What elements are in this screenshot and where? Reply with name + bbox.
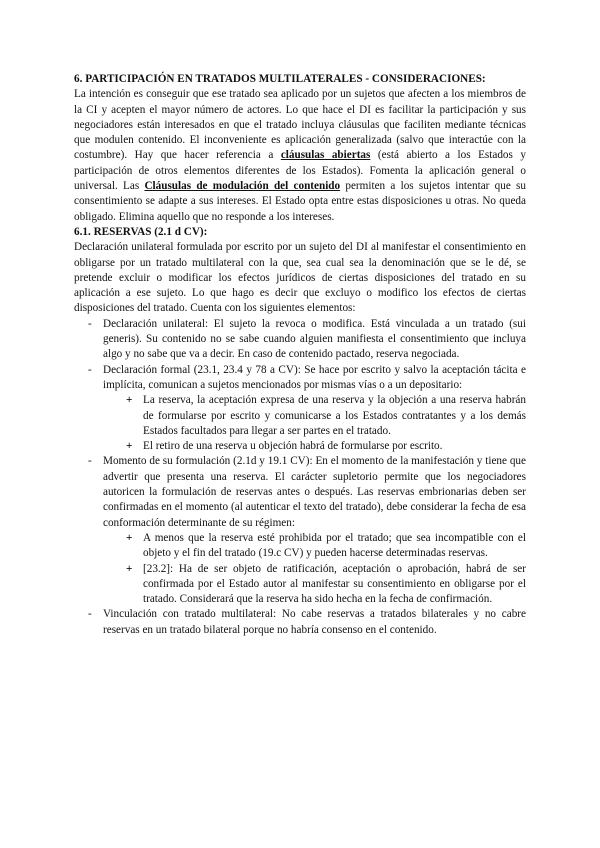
- section-6-heading: 6. PARTICIPACIÓN EN TRATADOS MULTILATERALES - CONSIDERACIONES:: [74, 73, 486, 85]
- dash-bullet: -: [88, 608, 92, 621]
- sub-list-item: [74, 393, 526, 439]
- dash-bullet: -: [88, 455, 92, 468]
- dash-bullet: -: [88, 363, 92, 376]
- plus-bullet: +: [126, 394, 133, 407]
- section-6-1-heading: 6.1. RESERVAS (2.1 d CV):: [74, 225, 208, 238]
- sub-list-item-text: La reserva, la aceptación expresa de una reserva y la objeción a una reserva habrán de formularse por escrito y comunicarse a los Estados contratantes y a los demás Estados facultados para llegar a ser partes en el tratado.: [143, 394, 526, 437]
- list-item-text: Declaración unilateral: El sujeto la revoca o modifica. Está vinculada a un tratado (sui generis). Su contenido no se sabe cuando alguien manifiesta el consentimiento que incluya algo y no sabe que va a decir. En caso de contenido pactado, reserva negociada.: [103, 317, 526, 361]
- sub-list-item: [74, 439, 526, 454]
- plus-bullet: +: [126, 531, 133, 544]
- dash-bullet: -: [88, 317, 92, 330]
- sub-list-item-text: [23.2]: Ha de ser objeto de ratificación, aceptación o aprobación, habrá de ser confirmada por el Estado autor al manifestar su consentimiento en obligarse por el tratado. Considerará que la reserva ha sido hecha en la fecha de confirmación.: [143, 562, 526, 606]
- p1-text-e: permiten a los sujetos intentar que su consentimiento se adapte a sus intereses. El Estado opta entre estas disposiciones u otras. No queda obligado. Elimina aquello que no responde a los intereses.: [74, 180, 526, 223]
- plus-bullet: +: [126, 562, 133, 575]
- list-item: [74, 363, 526, 394]
- section-6-paragraph: [74, 87, 526, 225]
- sub-list-item-text: A menos que la reserva esté prohibida por el tratado; que sea incompatible con el objeto y el fin del tratado (19.c CV) y pueden hacerse determinadas reservas.: [143, 531, 526, 560]
- plus-bullet: +: [126, 440, 133, 453]
- term-clausulas-abiertas: cláusulas abiertas: [280, 149, 371, 162]
- list-item: [74, 607, 526, 638]
- list-item: [74, 317, 526, 363]
- list-item: [74, 454, 526, 530]
- sub-list-item-text: El retiro de una reserva u objeción habrá de formularse por escrito.: [143, 440, 443, 453]
- p1-text-a: La intención es conseguir que ese tratado sea aplicado por un sujetos que afecten a los miembros de la CI y acepten el mayor número de actores. Lo que hace el DI es facilitar la participación y sus negociadores están interesados en que el tratado incluya cláusulas que faciliten mediante técnicas que modulen contenido. El inconveniente es aplicación generalizada (salvo que interactúe con la costumbre). Hay que hacer referencia a: [74, 88, 526, 162]
- sub-list-item: [74, 562, 526, 608]
- term-clausulas-modulacion: Cláusulas de modulación del contenido: [144, 180, 341, 193]
- p1-text-c: (está abierto a los Estados y participación de otros elementos diferentes de los Estados). Fomenta la aplicación general o universal. Las: [74, 149, 526, 193]
- document-page: [74, 72, 526, 638]
- list-item-text: Momento de su formulación (2.1d y 19.1 CV): En el momento de la manifestación y tiene que advertir que presenta una reserva. El carácter supletorio permite que los negociadores autoricen la formulación de reservas antes o después. Las reservas embrionarias deben ser confirmadas en el momento (al autenticar el texto del tratado), debe considerar la fecha de esa conformación determinante de su régimen:: [103, 455, 526, 529]
- sub-list-item: [74, 531, 526, 562]
- reservas-intro: Declaración unilateral formulada por escrito por un sujeto del DI al manifestar el consentimiento en obligarse por un tratado multilateral con la que, sea cual sea la denominación que se le dé, se pretende excluir o modificar los efectos jurídicos de ciertas disposiciones del tratado en su aplicación a ese sujeto. Lo que hago es decir que excluyo o modifico los efectos de ciertas disposiciones del tratado. Cuenta con los siguientes elementos:: [74, 241, 526, 315]
- list-item-text: Declaración formal (23.1, 23.4 y 78 a CV): Se hace por escrito y salvo la aceptación tácita e implícita, comunican a sujetos mencionados por mismas vías o a un depositario:: [103, 363, 526, 391]
- list-item-text: Vinculación con tratado multilateral: No cabe reservas a tratados bilaterales y no cabre reservas en un tratado bilateral porque no habría consenso en el contenido.: [103, 608, 526, 636]
